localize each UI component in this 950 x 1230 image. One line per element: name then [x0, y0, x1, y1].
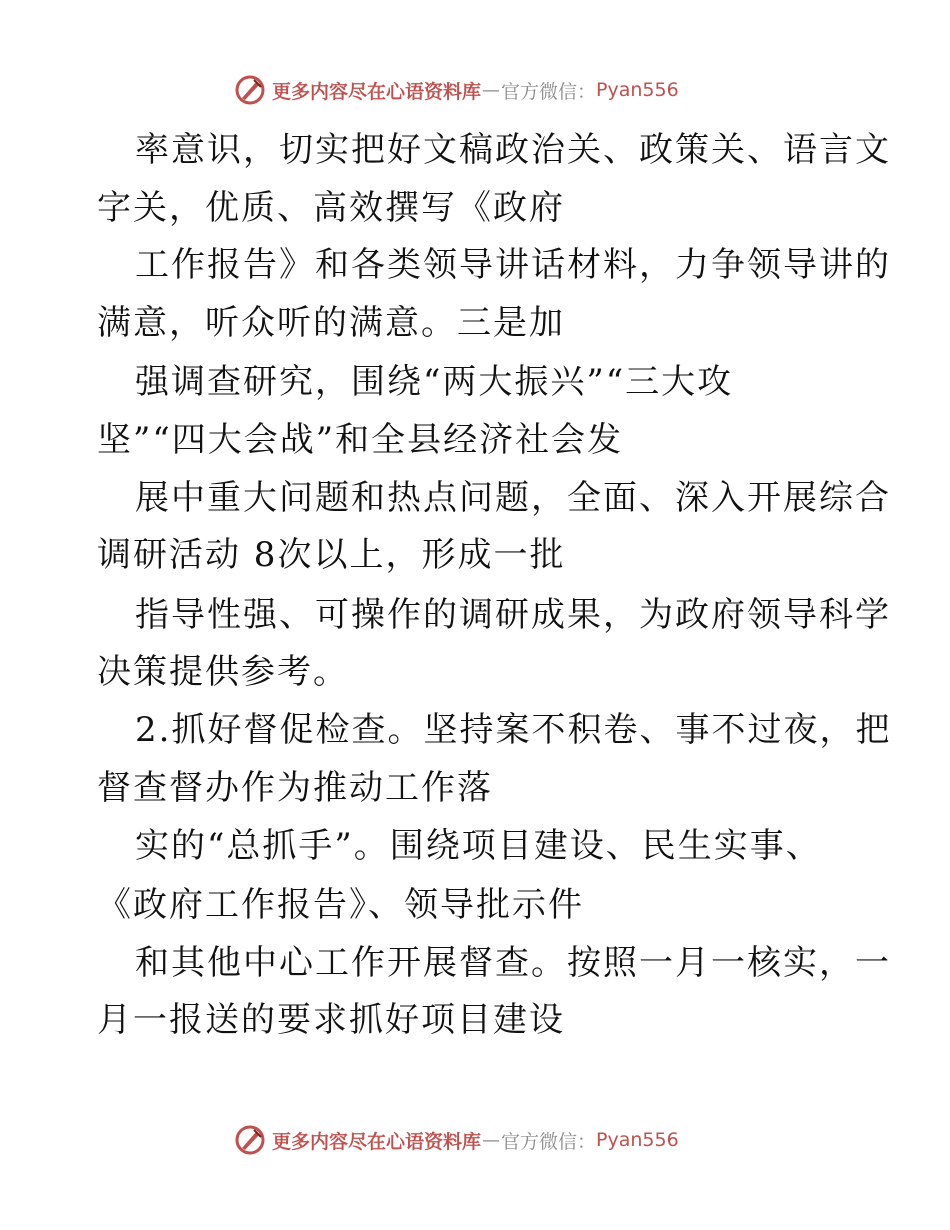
body-line: 工作报告》和各类领导讲话材料，力争领导讲的 — [135, 245, 891, 285]
body-line: 2.抓好督促检查。坚持案不积卷、事不过夜，把 — [135, 710, 892, 750]
body-line: 坚”“四大会战”和全县经济社会发 — [97, 420, 624, 460]
body-line: 强调查研究，围绕“两大振兴”“三大攻 — [135, 362, 734, 402]
body-line: 指导性强、可操作的调研成果，为政府领导科学 — [135, 595, 891, 635]
body-line: 字关，优质、高效撰写《政府 — [97, 188, 565, 228]
banner-wechat-id: Pyan556 — [596, 79, 679, 101]
body-line: 督查督办作为推动工作落 — [97, 768, 493, 808]
banner-wechat-id: Pyan556 — [596, 1129, 679, 1151]
quill-logo-icon — [234, 1124, 266, 1156]
body-line: 《政府工作报告》、领导批示件 — [97, 885, 584, 925]
body-line: 月一报送的要求抓好项目建设 — [97, 1000, 565, 1040]
banner-wechat-label: 官方微信： — [501, 80, 597, 103]
banner-separator: — — [482, 1129, 501, 1151]
banner-brand-text: 更多内容尽在心语资料库 — [272, 80, 482, 103]
body-line: 调研活动 8次以上，形成一批 — [97, 535, 566, 575]
body-line: 满意，听众听的满意。三是加 — [97, 303, 565, 343]
banner-wechat-label: 官方微信： — [501, 1130, 597, 1153]
banner-separator: — — [482, 79, 501, 101]
body-line: 率意识，切实把好文稿政治关、政策关、语言文 — [135, 130, 891, 170]
body-line: 展中重大问题和热点问题，全面、深入开展综合 — [135, 478, 891, 518]
quill-logo-icon — [234, 74, 266, 106]
banner-brand-text: 更多内容尽在心语资料库 — [272, 1130, 482, 1153]
header-banner — [234, 73, 679, 107]
body-line: 决策提供参考。 — [97, 652, 349, 692]
footer-banner — [234, 1123, 679, 1157]
body-line: 实的“总抓手”。围绕项目建设、民生实事、 — [135, 826, 822, 866]
body-line: 和其他中心工作开展督查。按照一月一核实，一 — [135, 943, 891, 983]
